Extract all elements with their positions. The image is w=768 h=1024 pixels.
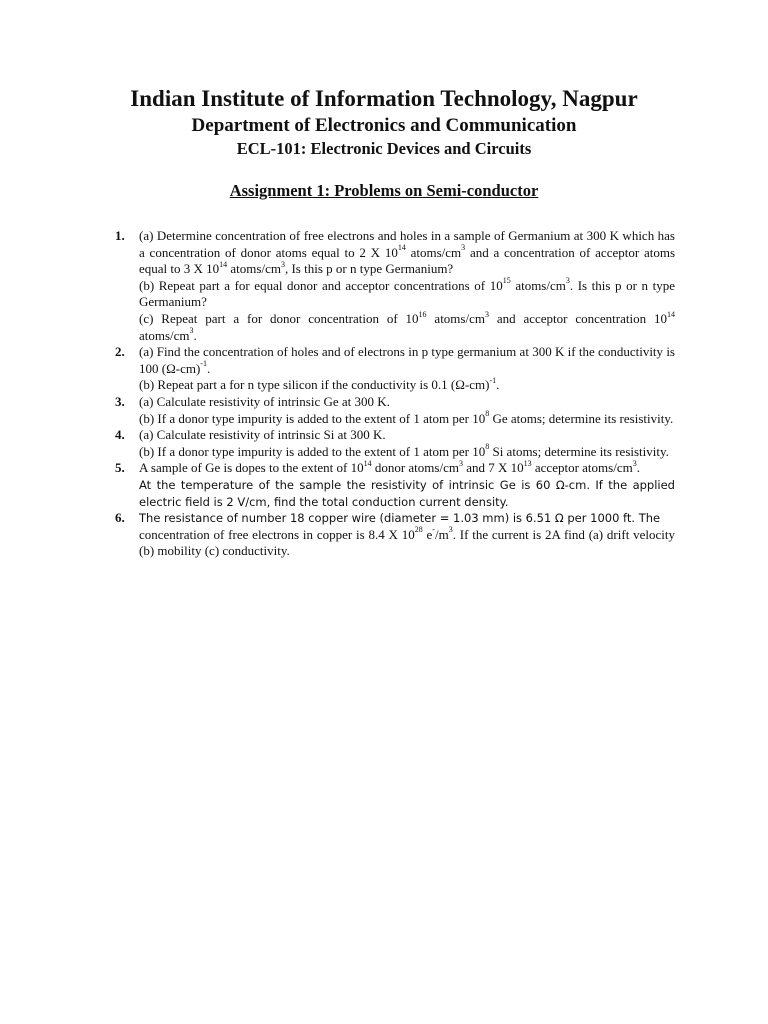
question-number: 5. [115,460,125,476]
question-number: 6. [115,510,125,526]
question-3a: (a) Calculate resistivity of intrinsic Ge at 300 K. [139,393,390,409]
question-number: 1. [115,228,125,243]
question-1a: (a) Determine concentration of free electrons and holes in a sample of Germanium at 300 K which has a concentration of donor atoms equal to 2 X $10^{14}$ atoms/$cm^3$ and a concentration of acceptor atoms equal to 3 X $10^{14}$ atoms/$cm^3$, Is this p or n type Germanium? [139,228,675,277]
question-6 [115,510,675,560]
question-2 [115,344,675,394]
department-title: Department of Electronics and Communication [191,115,577,136]
question-2b: (b) Repeat part a for n type silicon if the conductivity is 0.1 $(\Omega-cm)^{-1}$. [139,376,500,393]
question-5-text-continued: At the temperature of the sample the resistivity of intrinsic Ge is 60 Ω-cm. If the applied electric field is 2 V/cm, find the total conduction current density. [139,477,675,509]
question-4 [115,427,675,460]
question-list [115,228,675,560]
question-number: 2. [115,344,125,360]
question-number: 4. [115,427,125,443]
question-1b: (b) Repeat part a for equal donor and acceptor concentrations of $10^{15}$ atoms/$cm^3$. Is this p or n type Germanium? [139,276,676,310]
institute-title: Indian Institute of Information Technology, Nagpur [130,86,638,111]
question-6-text: The resistance of number 18 copper wire (diameter = 1.03 mm) is 6.51 Ω per 1000 ft. The [139,511,661,526]
question-3b: (b) If a donor type impurity is added to the extent of 1 atom per $10^8$ Ge atoms; determine its resistivity. [139,409,674,426]
question-5-text: A sample of Ge is dopes to the extent of $10^{14}$ donor atoms/$cm^3$ and 7 X $10^{13}$ acceptor atoms/$cm^3$. [139,458,640,476]
question-4b: (b) If a donor type impurity is added to the extent of 1 atom per $10^8$ Si atoms; determine its resistivity. [139,442,669,459]
course-title: ECL-101: Electronic Devices and Circuits [236,139,532,158]
question-2a: (a) Find the concentration of holes and of electrons in p type germanium at 300 K if the conductivity is 100 $(\Omega-cm)^{-1}$. [139,344,675,376]
question-3 [115,394,675,427]
question-number: 3. [115,393,125,409]
assignment-title: Assignment 1: Problems on Semi-conductor [229,181,539,200]
question-5 [115,460,675,510]
question-1 [115,228,675,344]
question-1c: (c) Repeat part a for donor concentration of $10^{16}$ atoms/$cm^3$ and acceptor concentration $10^{14}$ atoms/$cm^3$. [139,309,675,343]
question-4a: (a) Calculate resistivity of intrinsic Si at 300 K. [139,427,386,443]
question-6-text-continued: concentration of free electrons in copper is 8.4 X $10^{28}$ $e^-/m^3$. If the current is 2A find (a) drift velocity (b) mobility (c) conductivity. [139,525,675,559]
